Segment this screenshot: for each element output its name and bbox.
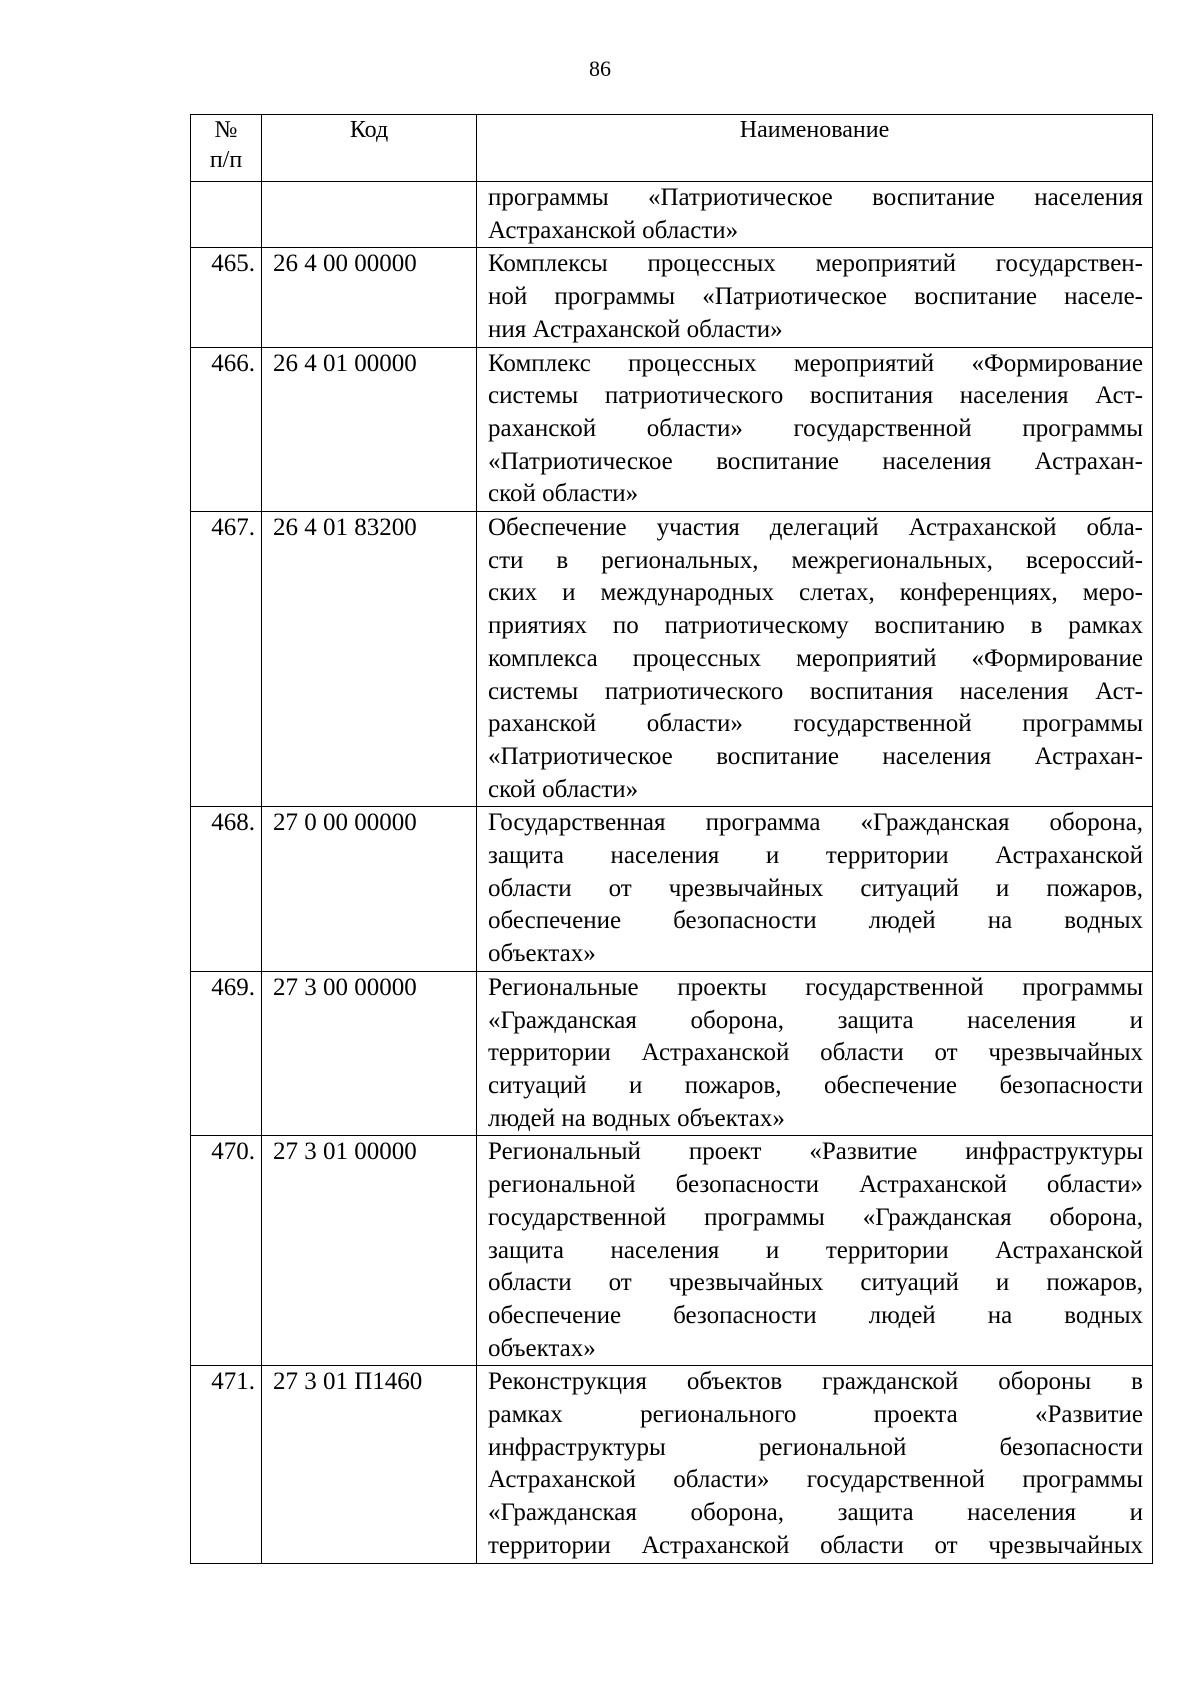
row-name-line: территории Астраханской области от чрезвычайных — [488, 1531, 1143, 1559]
row-name-line: системы патриотического воспитания населения Аст- — [488, 677, 1143, 705]
row-number — [191, 182, 262, 248]
row-name-line: Региональные проекты государственной программы — [488, 973, 1143, 1001]
row-number: 469. — [191, 971, 262, 1136]
row-code: 27 3 01 П1460 — [262, 1366, 477, 1563]
row-name — [477, 971, 1153, 1136]
row-number: 466. — [191, 347, 262, 512]
row-name-line: Комплекс процессных мероприятий «Формирование — [488, 349, 1143, 377]
row-code: 26 4 01 83200 — [262, 512, 477, 807]
row-name — [477, 807, 1153, 972]
row-name-line: обеспечение безопасности людей на водных — [488, 1301, 1143, 1329]
header-code: Код — [262, 115, 477, 182]
row-name-line: области от чрезвычайных ситуаций и пожаров, — [488, 874, 1143, 902]
table-row — [191, 248, 1153, 347]
row-name-line: государственной программы «Гражданская оборона, — [488, 1203, 1143, 1231]
page-number: 86 — [589, 56, 611, 81]
header-num — [191, 115, 262, 182]
row-name-line: ния Астраханской области» — [488, 315, 783, 343]
row-name-line: объектах» — [488, 940, 596, 968]
row-name-line: обеспечение безопасности людей на водных — [488, 907, 1143, 935]
table-row — [191, 971, 1153, 1136]
row-name-line: объектах» — [488, 1334, 596, 1362]
row-name-line: ной программы «Патриотическое воспитание населе- — [488, 283, 1143, 311]
row-name-line: Астраханской области» государственной программы — [488, 1466, 1143, 1494]
row-code: 26 4 01 00000 — [262, 347, 477, 512]
row-number: 465. — [191, 248, 262, 347]
row-number: 471. — [191, 1366, 262, 1563]
row-name-line: защита населения и территории Астраханской — [488, 842, 1143, 870]
row-name-line: Обеспечение участия делегаций Астраханской обла- — [488, 514, 1143, 542]
row-code: 27 3 00 00000 — [262, 971, 477, 1136]
row-name-line: инфраструктуры региональной безопасности — [488, 1433, 1143, 1461]
row-name-line: раханской области» государственной программы — [488, 710, 1143, 738]
row-name-line: программы «Патриотическое воспитание населения — [488, 184, 1143, 211]
row-name — [477, 512, 1153, 807]
table-row — [191, 807, 1153, 972]
row-name-line: ской области» — [488, 480, 639, 508]
row-number: 467. — [191, 512, 262, 807]
row-code: 27 0 00 00000 — [262, 807, 477, 972]
row-name-line: сти в региональных, межрегиональных, всероссий- — [488, 546, 1143, 574]
row-name-line: региональной безопасности Астраханской области» — [488, 1171, 1143, 1199]
header-name: Наименование — [477, 115, 1153, 182]
row-name-line: Региональный проект «Развитие инфраструктуры — [488, 1138, 1143, 1166]
row-name-line: области от чрезвычайных ситуаций и пожаров, — [488, 1269, 1143, 1297]
table-header-row — [191, 115, 1153, 182]
table-row — [191, 1136, 1153, 1366]
table-row — [191, 182, 1153, 248]
row-name — [477, 182, 1153, 248]
row-name-line: комплекса процессных мероприятий «Формирование — [488, 644, 1143, 672]
row-name-line: Комплексы процессных мероприятий государствен- — [488, 250, 1143, 278]
table-row — [191, 347, 1153, 512]
row-code: 27 3 01 00000 — [262, 1136, 477, 1366]
row-name-line: «Гражданская оборона, защита населения и — [488, 1006, 1143, 1034]
row-name-line: ской области» — [488, 775, 639, 803]
row-name — [477, 347, 1153, 512]
classification-table — [190, 114, 1153, 1564]
row-name-line: Государственная программа «Гражданская оборона, — [488, 809, 1143, 837]
row-number: 470. — [191, 1136, 262, 1366]
table-row — [191, 1366, 1153, 1563]
header-num-label: № п/п — [209, 117, 243, 173]
row-code: 26 4 00 00000 — [262, 248, 477, 347]
row-name-line: рамках регионального проекта «Развитие — [488, 1401, 1143, 1429]
row-name-line: приятиях по патриотическому воспитанию в рамках — [488, 612, 1143, 640]
row-name — [477, 248, 1153, 347]
row-name — [477, 1136, 1153, 1366]
row-name-line: Астраханской области» — [488, 216, 739, 244]
row-name-line: территории Астраханской области от чрезвычайных — [488, 1039, 1143, 1067]
row-name — [477, 1366, 1153, 1563]
row-name-line: «Патриотическое воспитание населения Астрахан- — [488, 447, 1143, 475]
row-name-line: защита населения и территории Астраханской — [488, 1236, 1143, 1264]
row-name-line: людей на водных объектах» — [488, 1104, 785, 1132]
row-code — [262, 182, 477, 248]
row-number: 468. — [191, 807, 262, 972]
row-name-line: раханской области» государственной программы — [488, 414, 1143, 442]
row-name-line: ситуаций и пожаров, обеспечение безопасности — [488, 1071, 1143, 1099]
table-row — [191, 512, 1153, 807]
row-name-line: «Гражданская оборона, защита населения и — [488, 1499, 1143, 1527]
row-name-line: «Патриотическое воспитание населения Астрахан- — [488, 742, 1143, 770]
row-name-line: Реконструкция объектов гражданской обороны в — [488, 1368, 1143, 1396]
row-name-line: ских и международных слетах, конференциях, меро- — [488, 579, 1143, 607]
row-name-line: системы патриотического воспитания населения Аст- — [488, 382, 1143, 410]
